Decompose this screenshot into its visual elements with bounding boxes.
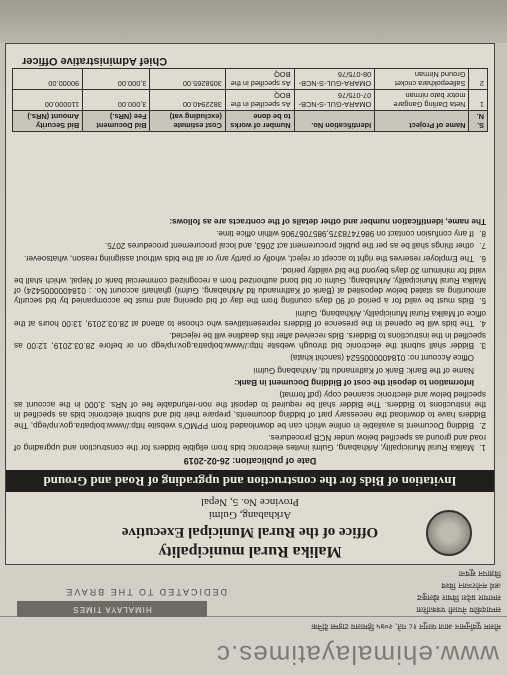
brand-banner: HIMALAYA TIMES — [17, 601, 207, 617]
table-cell: 1 — [469, 90, 488, 111]
nepali-column — [241, 567, 501, 615]
paragraph: Office Account no: 0184000005524 (sanchit khata) — [290, 353, 474, 363]
table-header: Identification No. — [294, 111, 375, 132]
table-cell: 3822940.00 — [150, 90, 225, 111]
address-line-2: Province No. 5, Nepal — [200, 496, 300, 508]
nepali-line: विज्ञापन सूचना — [458, 569, 501, 578]
masthead-ticker: मौसम पूर्वानुमान आज फागुन १८ गते, २०७५ हिमालय टाइम्स दैनिक — [0, 616, 507, 635]
table-cell: 3058265.00 — [150, 69, 225, 90]
table-cell: As specified in the BOQ — [225, 69, 294, 90]
paragraph: 2.Bidding Document is available in online which can be downloaded from PPMO's website http://www.bolpatra.gov.np/egp, The Bidders have to download the necessary part of bidding documents, prepare their bid and submit electronic bids as specified in the instructions to Bidders. The Bidder shall be required to deposit the non-refundable fee of NRs. 3,000 in the account as specified below and electronic scanned copy (pdf format) — [14, 389, 486, 430]
table-cell: 2 — [469, 69, 488, 90]
table-header: Cost estimate (excluding vat) — [150, 111, 225, 132]
brand-tagline: DEDICATED TO THE BRAVE — [64, 587, 227, 597]
paragraph: 5.Bids must be valid for a period of 90 days counting from the day of bid opening and must be accompanied by bid security amounting as stated below deposited at (Bank of Kathmandu ltd Arkhabang, Gulmi) ghaharti account No. : 0184000005424) of Malika Rural Municipality, Arkhabang, Gulmi or bid bond authorized from a recognized commercial bank of Nepal, which shall be valid for minimum 30 days beyond the bid validity period. — [14, 265, 486, 306]
paragraph: 6.The Employer reserves the right to accept or reject, wholly or partly any or all the bids without assigning reason, whatsoever. — [23, 253, 486, 263]
table-cell: 3,000.00 — [83, 69, 150, 90]
table-label: The name, identification number and other details of the contracts are as follows: — [169, 216, 486, 226]
address-line-1: Arkhabang, Gulmi — [208, 509, 292, 521]
table-cell: Salleepokhara cricket Ground Nirman — [375, 69, 469, 90]
notice-body — [14, 214, 486, 452]
paragraph: 3.Bidder shall submit the electronic bid through website http://www.bolpatra.gov.np/egp on or before 28.03.2019, 12:00 as specified in the instructions to Bidders. Bids received after this deadline will be rejected. — [14, 330, 486, 351]
paragraph: 4.The bids will be opened in the presence of Bidders representatives who choose to attend at 28.03.2019, 13:00 hours at the office of Malika Rural Municipality, Arkhabang, Gulmi — [14, 308, 486, 328]
table-cell: 90000.00 — [13, 69, 83, 90]
paragraph: 8.If any confusion contact on 9867478375,9857067906 within office time. — [216, 229, 486, 239]
org-name: Malika Rural municipality — [158, 543, 342, 560]
signature-title: Chief Administrative Officer — [22, 55, 168, 67]
table-header: Number of works to be done — [225, 111, 294, 132]
table-header: Bid Document Fee (NRs.) — [83, 111, 150, 132]
bid-notice — [5, 43, 495, 565]
masthead-url: www.ehimalayatimes.c — [216, 640, 499, 670]
table-header-row — [13, 111, 488, 132]
table-header: Name of Project — [375, 111, 469, 132]
table-header: Bid Security Amount (NRs.) — [13, 111, 83, 132]
table-cell: As specified in the BOQ — [225, 90, 294, 111]
nepali-line: अर्थ मनोरञ्जन विश्व — [441, 581, 501, 590]
masthead — [0, 567, 507, 675]
table-row — [13, 90, 488, 111]
table-cell: 110000.00 — [13, 90, 83, 111]
paragraph: Information to deposit the cost of Bidding Document in Bank: — [234, 377, 474, 387]
paragraph: 7.other things shall be as per the public procurement act 2063, and local procurement procedures 2075. — [104, 241, 486, 251]
table-cell: OMARA-GUL-S-NCB-08-075/76 — [294, 69, 375, 90]
table-cell: 3,000.00 — [83, 90, 150, 111]
table-row — [13, 69, 488, 90]
notice-title: Invitation of Bids for the construction and upgrading of Road and Ground — [6, 470, 494, 492]
paragraph: 1.Malika Rural Municipality, Arkhabang, Gulmi invites electronic bids from eligible bidders for the construction and upgrading of road and ground as specified below under NCB procedures. — [14, 432, 486, 452]
table-cell: Neta Darling Gangare motor bato nirman — [375, 90, 469, 111]
paragraph: Name of the Bank: Bank of Kathmandu ltd, Arkhabang Gulmi — [253, 365, 474, 375]
contracts-table — [12, 68, 488, 132]
office-name: Office of the Rural Municipal Executive — [121, 524, 379, 540]
nepali-line: सम्पादकीय नेपाली पत्रकारिता — [416, 605, 501, 614]
page-bottom-strip — [0, 0, 507, 43]
table-header: S. N. — [469, 111, 488, 132]
publication-date: Date of publication: 26-02-2019 — [183, 456, 317, 466]
nepali-line: समाचार प्रदेश विचार खेलकुद — [417, 593, 501, 602]
table-cell: OMARA-GUL-S-NCB-07-075/76 — [294, 90, 375, 111]
